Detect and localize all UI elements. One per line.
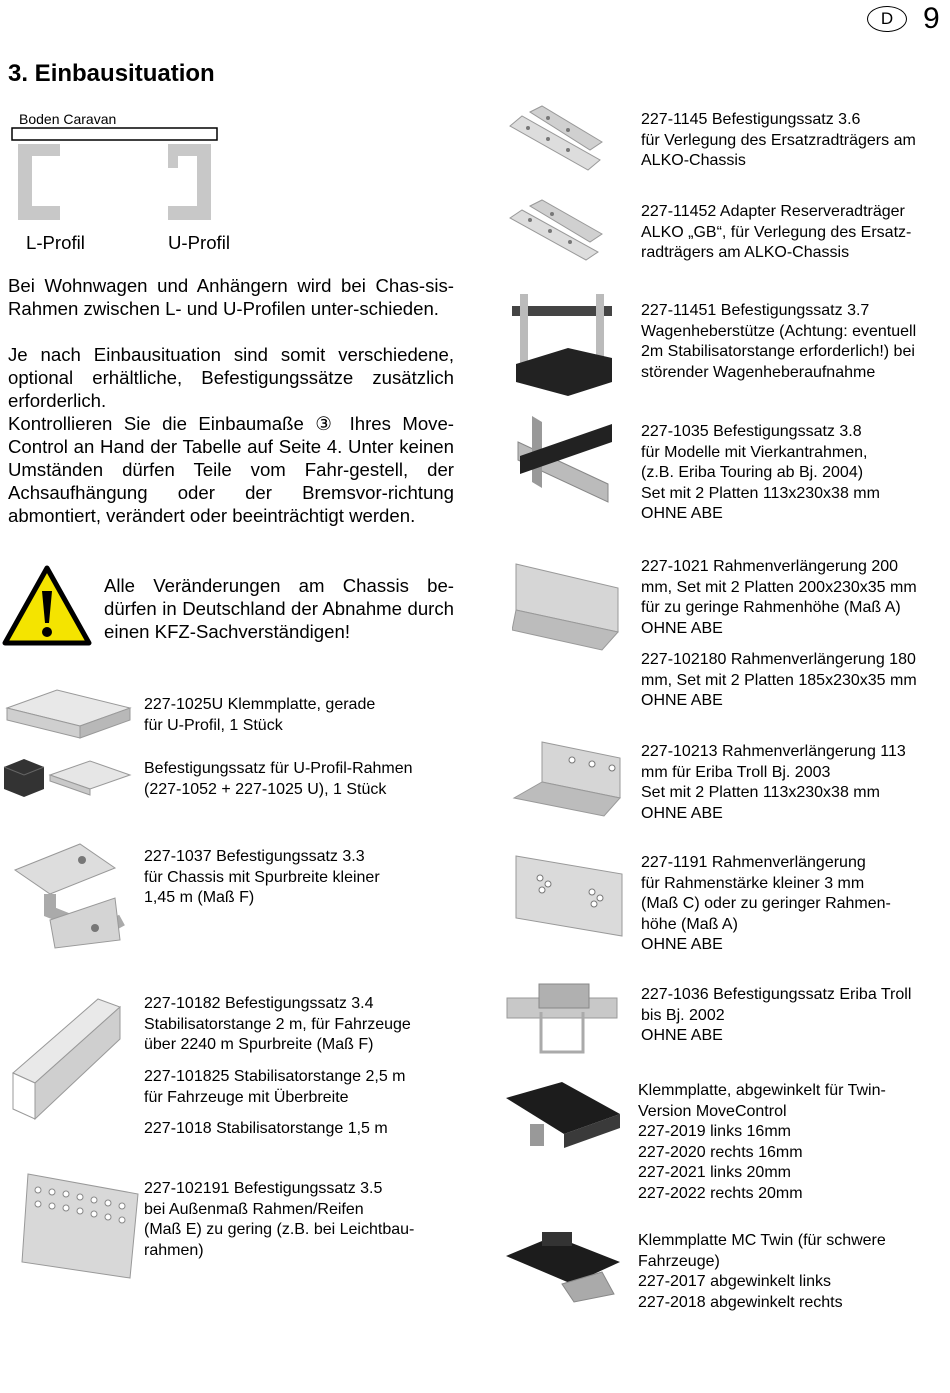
profile-diagram-shapes (8, 124, 228, 224)
spare-wheel-adapter-image (508, 198, 603, 268)
mounting-set-33-image (10, 840, 125, 952)
item-227-1021: 227-1021 Rahmenverlängerung 200 mm, Set mit 2 Platten 200x230x35 mm für zu geringe Rahmenhöhe (Maß A) OHNE ABE (641, 558, 917, 637)
page-number: 9 (923, 2, 940, 35)
item-227-1025U: 227-1025U Klemmplatte, gerade für U-Profil, 1 Stück (144, 696, 376, 734)
frame-extension-200-image (512, 560, 622, 652)
u-profile-label: U-Profil (168, 232, 230, 253)
section-title: 3. Einbausituation (8, 60, 215, 87)
jack-support-image (508, 292, 618, 400)
item-227-1036: 227-1036 Befestigungssatz Eriba Troll bis Bj. 2002 OHNE ABE (641, 986, 912, 1044)
angled-clamp-plate-image (502, 1080, 622, 1152)
stabilizer-bar-image (8, 995, 123, 1125)
item-227-1037: 227-1037 Befestigungssatz 3.3 für Chassis mit Spurbreite kleiner 1,45 m (Maß F) (144, 848, 380, 906)
item-227-10182: 227-10182 Befestigungssatz 3.4 Stabilisatorstange 2 m, für Fahrzeuge über 2240 m Spurbreite (Maß F) (144, 995, 411, 1053)
frame-extension-113-image (512, 738, 624, 818)
item-mc-twin-clamp-plate: Klemmplatte MC Twin (für schwere Fahrzeuge) 227-2017 abgewinkelt links 227-2018 abgewinkelt rechts (638, 1232, 886, 1311)
frame-extension-1191-image (512, 852, 624, 942)
item-227-11452: 227-11452 Adapter Reserveradträger ALKO „GB“, für Verlegung des Ersatz- radträgers am ALKO-Chassis (641, 203, 912, 261)
item-227-10213: 227-10213 Rahmenverlängerung 113 mm für Eriba Troll Bj. 2003 Set mit 2 Platten 113x230x38 mm OHNE ABE (641, 743, 906, 822)
l-profile-label: L-Profil (26, 232, 85, 253)
item-u-profile-set: Befestigungssatz für U-Profil-Rahmen (227-1052 + 227-1025 U), 1 Stück (144, 760, 413, 798)
floor-label: Boden Caravan (19, 111, 117, 127)
mc-twin-clamp-plate-image (502, 1228, 622, 1304)
item-227-1035: 227-1035 Befestigungssatz 3.8 für Modelle mit Vierkantrahmen, (z.B. Eriba Touring ab Bj. 2004) Set mit 2 Platten 113x230x38 mm OHNE ABE (641, 423, 880, 522)
warning-text: Alle Veränderungen am Chassis be-dürfen in Deutschland der Abnahme durch einen KFZ-Sachverständigen! (104, 575, 454, 642)
language-badge: D (867, 6, 907, 32)
item-227-11451: 227-11451 Befestigungssatz 3.7 Wagenheberstütze (Achtung: eventuell 2m Stabilisatorstange erforderlich!) bei störender Wagenheberaufnahme (641, 302, 917, 381)
item-twin-clamp-plate: Klemmplatte, abgewinkelt für Twin- Version MoveControl 227-2019 links 16mm 227-2020 rechts 16mm 227-2021 links 20mm 227-2022 rechts 20mm (638, 1082, 886, 1202)
intro-paragraph-1: Bei Wohnwagen und Anhängern wird bei Chas-sis-Rahmen zwischen L- und U-Profilen unter-schieden. (8, 275, 454, 319)
mounting-set-35-image (20, 1170, 140, 1282)
intro-paragraph-3: Kontrollieren Sie die Einbaumaße ③ Ihres Move-Control an Hand der Tabelle auf Seite 4. Unter keinen Umständen dürfen Teile vom Fahr-gestell, der Achsaufhängung oder der Bremsvor-richtung abmontiert, verändert oder beeinträchtigt werden. (8, 413, 454, 526)
warning-icon (2, 565, 92, 647)
item-227-102191: 227-102191 Befestigungssatz 3.5 bei Außenmaß Rahmen/Reifen (Maß E) zu gering (z.B. bei Leichtbau- rahmen) (144, 1180, 415, 1259)
eriba-troll-set-image (505, 982, 620, 1062)
item-227-1191: 227-1191 Rahmenverlängerung für Rahmenstärke kleiner 3 mm (Maß C) oder zu geringer Rahmen- höhe (Maß A) OHNE ABE (641, 854, 891, 953)
intro-paragraph-2: Je nach Einbausituation sind somit verschiedene, optional erhältliche, Befestigungssätze zusätzlich erforderlich. (8, 344, 454, 411)
item-227-1145: 227-1145 Befestigungssatz 3.6 für Verlegung des Ersatzradträgers am ALKO-Chassis (641, 111, 916, 169)
item-227-102180: 227-102180 Rahmenverlängerung 180 mm, Set mit 2 Platten 185x230x35 mm OHNE ABE (641, 651, 917, 709)
item-227-101825: 227-101825 Stabilisatorstange 2,5 m für Fahrzeuge mit Überbreite (144, 1068, 406, 1106)
clamp-plate-image (2, 686, 132, 741)
mounting-set-36-image (508, 104, 603, 184)
mounting-set-38-image (512, 412, 617, 507)
u-profile-set-image (2, 755, 132, 801)
item-227-1018: 227-1018 Stabilisatorstange 1,5 m (144, 1120, 388, 1137)
